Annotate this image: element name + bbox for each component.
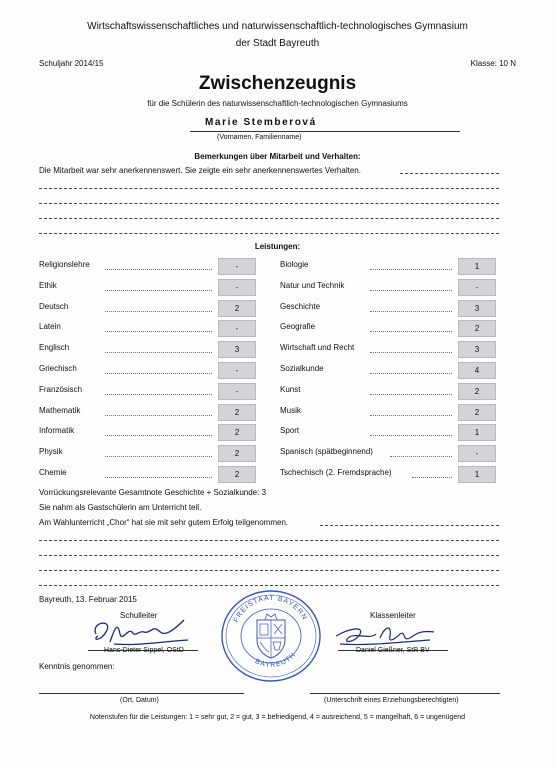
subject-label: Natur und Technik xyxy=(280,280,345,290)
subject-label: Biologie xyxy=(280,260,309,269)
notes-line-end xyxy=(320,525,499,526)
notes-line-4 xyxy=(39,570,499,571)
remarks-text: Die Mitarbeit war sehr anerkennenswert. Sie zeigte ein sehr anerkennenswertes Verhalten. xyxy=(39,166,361,175)
subject-label: Physik xyxy=(39,447,63,457)
subject-label: Sport xyxy=(280,426,300,436)
dot-leader xyxy=(370,415,452,416)
subject-label: Französisch xyxy=(39,384,83,394)
subject-label: Wirtschaft und Recht xyxy=(280,343,355,353)
grade-box: 2 xyxy=(218,404,256,421)
klassenleiter-signature xyxy=(330,618,440,650)
grade-box: 1 xyxy=(458,466,496,483)
schulleiter-name: Hans-Dieter Sippel, OStD xyxy=(104,647,184,654)
subject-label: Griechisch xyxy=(39,364,77,373)
remarks-heading: Bemerkungen über Mitarbeit und Verhalten: xyxy=(194,152,361,161)
notes-line-5 xyxy=(39,585,499,586)
grade-box: 3 xyxy=(458,341,496,358)
dot-leader xyxy=(105,311,212,312)
schulleiter-signature xyxy=(88,612,198,650)
grade-box: 4 xyxy=(458,362,496,379)
dot-leader xyxy=(370,290,452,291)
dot-leader xyxy=(370,394,452,395)
dot-leader xyxy=(105,331,212,332)
notes-line-3 xyxy=(39,555,499,556)
document-title: Zwischenzeugnis xyxy=(198,73,357,94)
grade-box: 1 xyxy=(458,258,496,275)
place-and-date: Bayreuth, 13. Februar 2015 xyxy=(39,595,137,604)
dot-leader xyxy=(370,331,452,332)
dot-leader xyxy=(105,290,212,291)
grades-heading: Leistungen: xyxy=(254,242,301,251)
subject-label: Religionslehre xyxy=(39,260,90,269)
grade-box: 2 xyxy=(458,320,496,337)
name-underline xyxy=(190,131,460,132)
grade-box: 1 xyxy=(458,424,496,441)
grade-box: 3 xyxy=(458,300,496,317)
subject-label: Informatik xyxy=(39,426,75,436)
dot-leader xyxy=(370,352,452,353)
student-name: Marie Stemberová xyxy=(205,117,317,128)
subject-label: Ethik xyxy=(39,280,57,290)
subject-label: Englisch xyxy=(39,343,70,353)
grade-box: 2 xyxy=(458,404,496,421)
grade-box: 2 xyxy=(218,466,256,483)
schulleiter-label: Schulleiter xyxy=(120,611,158,620)
grade-box: - xyxy=(218,279,256,296)
grade-box: - xyxy=(218,320,256,337)
dot-leader xyxy=(390,456,452,457)
grade-box: - xyxy=(218,383,256,400)
subject-label: Kunst xyxy=(280,384,301,394)
grade-box: - xyxy=(458,445,496,462)
place-date-caption: (Ort, Datum) xyxy=(120,697,159,704)
subject-label: Tschechisch (2. Fremdsprache) xyxy=(280,468,392,477)
subject-label: Sozialkunde xyxy=(280,364,324,373)
guest-student-note: Sie nahm als Gastschülerin am Unterricht teil. xyxy=(39,503,202,512)
name-caption: (Vornamen, Familienname) xyxy=(217,134,302,141)
dot-leader xyxy=(105,456,212,457)
dot-leader xyxy=(105,435,212,436)
subject-label: Geschichte xyxy=(280,301,321,311)
grade-box: 2 xyxy=(218,445,256,462)
grade-box: - xyxy=(458,279,496,296)
remarks-line-3 xyxy=(39,203,499,204)
grade-box: - xyxy=(218,258,256,275)
subject-label: Latein xyxy=(39,322,61,332)
subject-label: Deutsch xyxy=(39,301,69,311)
guardian-signature-line xyxy=(310,693,500,694)
place-date-line xyxy=(39,693,244,694)
dot-leader xyxy=(105,352,212,353)
relevant-grade-note: Vorrückungsrelevante Gesamtnote Geschichte + Sozialkunde: 3 xyxy=(39,488,267,497)
school-name-line1: Wirtschaftswissenschaftliches und naturwissenschaftlich-technologisches Gymnasium xyxy=(87,21,468,32)
remarks-line-end xyxy=(400,173,499,174)
school-name-line2: der Stadt Bayreuth xyxy=(235,38,320,49)
guardian-signature-caption: (Unterschrift eines Erziehungsberechtigten) xyxy=(324,697,459,704)
subject-label: Mathematik xyxy=(39,405,81,415)
remarks-line-4 xyxy=(39,218,499,219)
dot-leader xyxy=(105,415,212,416)
notes-line-2 xyxy=(39,540,499,541)
subject-label: Spanisch (spätbeginnend) xyxy=(280,447,373,457)
acknowledged-label: Kenntnis genommen: xyxy=(39,662,115,671)
dot-leader xyxy=(370,373,452,374)
document-subtitle: für die Schülerin des naturwissenschaftlich-technologischen Gymnasiums xyxy=(147,99,408,108)
dot-leader xyxy=(370,269,452,270)
grade-box: 2 xyxy=(218,424,256,441)
svg-text:BAYREUTH: BAYREUTH xyxy=(253,651,298,669)
klassenleiter-name: Daniel Gießner, StR BV xyxy=(356,647,430,654)
remarks-line-2 xyxy=(39,188,499,189)
dot-leader xyxy=(105,269,212,270)
dot-leader xyxy=(105,373,212,374)
dot-leader xyxy=(370,435,452,436)
subject-label: Geografie xyxy=(280,322,316,332)
grade-box: 2 xyxy=(218,300,256,317)
dot-leader xyxy=(370,311,452,312)
official-seal-icon xyxy=(219,588,323,684)
dot-leader xyxy=(105,394,212,395)
klassenleiter-label: Klassenleiter xyxy=(370,611,416,620)
grade-box: 2 xyxy=(458,383,496,400)
subject-label: Musik xyxy=(280,405,301,415)
subject-label: Chemie xyxy=(39,468,67,477)
school-year: Schuljahr 2014/15 xyxy=(39,59,104,68)
grade-box: - xyxy=(218,362,256,379)
dot-leader xyxy=(412,477,452,478)
grade-box: 3 xyxy=(218,341,256,358)
grading-scale-footer: Notenstufen für die Leistungen: 1 = sehr gut, 2 = gut, 3 = befriedigend, 4 = ausreichend, 5 = mangelhaft, 6 = ungenügend xyxy=(89,714,466,721)
dot-leader xyxy=(105,477,212,478)
remarks-line-5 xyxy=(39,233,499,234)
choir-note: Am Wahlunterricht „Chor“ hat sie mit sehr gutem Erfolg teilgenommen. xyxy=(39,518,289,527)
svg-text:FREISTAAT BAYERN: FREISTAAT BAYERN xyxy=(232,594,309,624)
class-label: Klasse: 10 N xyxy=(470,59,516,68)
